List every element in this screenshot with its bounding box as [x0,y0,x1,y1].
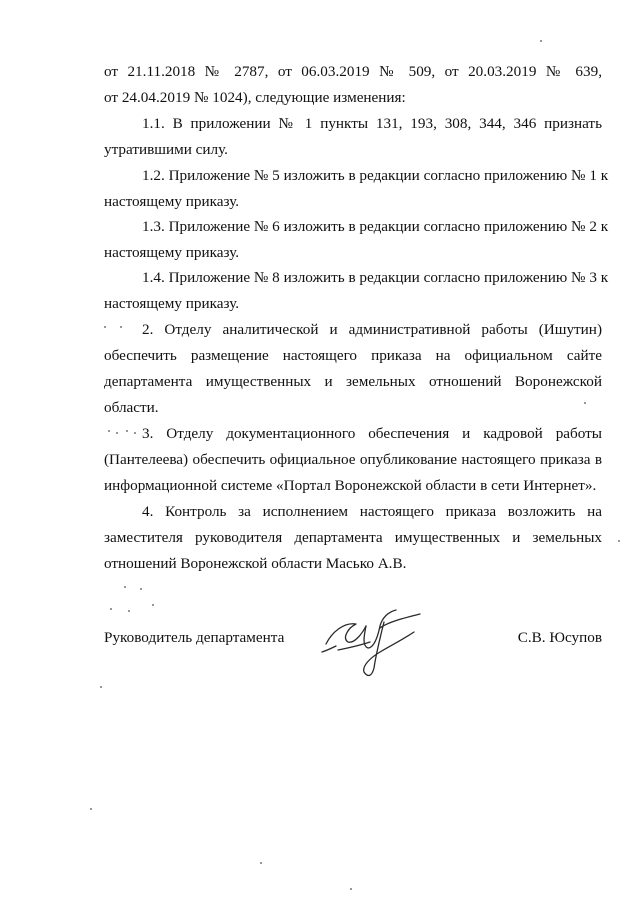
item-2-line-2: обеспечить размещение настоящего приказа на официальном сайте [104,347,602,364]
item-4-line-3: отношений Воронежской области Масько А.В. [104,555,407,572]
item-4-line-1: 4. Контроль за исполнением настоящего приказа возложить на [142,503,602,520]
scan-speck [126,430,128,432]
item-2-line-4: области. [104,399,159,416]
scan-speck [100,686,102,688]
position-title: Руководитель департамента [104,629,285,646]
item-1-4-line-1: 1.4. Приложение № 8 изложить в редакции согласно приложению № 3 к [142,269,609,286]
scan-speck [618,540,620,542]
item-2-line-3: департамента имущественных и земельных отношений Воронежской [104,373,602,390]
intro-line-2: от 24.04.2019 № 1024), следующие изменения: [104,89,406,106]
scan-speck [584,402,586,404]
item-3-line-3: информационной системе «Портал Воронежской области в сети Интернет». [104,477,597,494]
item-1-2-line-2: настоящему приказу. [104,193,240,210]
item-3-line-1: 3. Отделу документационного обеспечения и кадровой работы [142,425,602,442]
item-4-line-2: заместителя руководителя департамента имущественных и земельных [104,529,602,546]
scan-speck [120,326,122,328]
scan-speck [110,608,112,610]
scan-speck [152,604,154,606]
item-1-3-line-2: настоящему приказу. [104,244,240,261]
handwritten-signature [318,592,428,682]
item-1-1-line-1: 1.1. В приложении № 1 пункты 131, 193, 308, 344, 346 признать [142,115,602,132]
item-1-1-line-2: утратившими силу. [104,141,228,158]
scan-speck [108,430,110,432]
scan-speck [90,808,92,810]
scan-speck [350,888,352,890]
item-3-line-2: (Пантелеева) обеспечить официальное опубликование настоящего приказа в [104,451,602,468]
item-1-4-line-2: настоящему приказу. [104,295,240,312]
scan-speck [128,610,130,612]
scan-speck [134,432,136,434]
scan-speck [104,326,106,328]
scan-speck [116,432,118,434]
intro-line-1: от 21.11.2018 № 2787, от 06.03.2019 № 509, от 20.03.2019 № 639, [104,63,602,80]
item-2-line-1: 2. Отделу аналитической и административной работы (Ишутин) [142,321,602,338]
scan-speck [260,862,262,864]
item-1-3-line-1: 1.3. Приложение № 6 изложить в редакции согласно приложению № 2 к [142,218,609,235]
item-1-2-line-1: 1.2. Приложение № 5 изложить в редакции согласно приложению № 1 к [142,167,609,184]
signer-name: С.В. Юсупов [517,629,602,646]
scan-speck [124,586,126,588]
scan-speck [140,588,142,590]
scan-speck [540,40,542,42]
